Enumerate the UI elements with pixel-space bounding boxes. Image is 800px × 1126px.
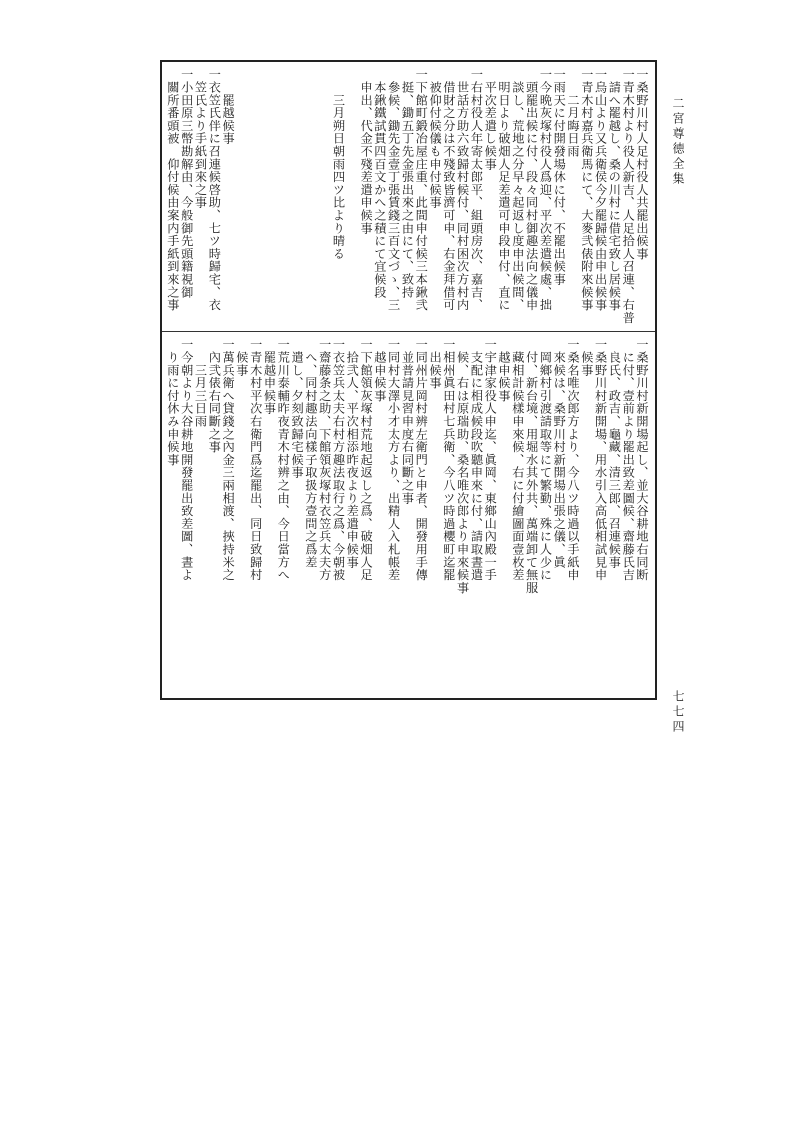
text-column: 一小田原三幣勘解由、今般御先頭籍視御: [179, 68, 194, 299]
text-column: 一相州眞田村七兵衛、今八ツ時過櫻町迄罷: [442, 338, 456, 582]
text-column: 一桑野川村人足村役人共罷出候事: [635, 68, 649, 260]
text-column: 一青木村より役人新吉、人足拾人召連、右普: [621, 68, 636, 324]
text-column: 內弐俵右同斷之事: [207, 338, 222, 454]
text-column: 三月三日雨: [193, 338, 208, 428]
text-column: へ、同村趣法向樣子取扱方壹問之爲差: [304, 338, 318, 569]
text-column: 申出、代金不殘差遣申候事: [359, 68, 374, 235]
text-column: 一今朝より大谷耕地開發罷出致差圖、晝よ: [179, 338, 194, 582]
text-column: 頭罷出候に付、段々同村御趣法向之儀申: [524, 68, 539, 312]
text-column: 請へ罷越し、桑の川村に借宅致し居候事: [607, 68, 622, 312]
text-column: 越申候事: [497, 338, 512, 402]
text-column: [318, 68, 332, 326]
text-column: 一同州片岡村辨左衛門と申者、開發用手傳: [414, 338, 429, 582]
text-column: 二月晦日雨: [566, 68, 581, 158]
text-column: 參候、鋤先金壹丁張賃錢三百文づゝ、三: [386, 68, 401, 312]
text-column: 三月朔日朝雨四ツ比より晴る: [331, 68, 346, 260]
text-column: [345, 68, 359, 326]
text-column: に付、壹前より罷出致差圖候、齋藤氏吉: [621, 338, 636, 582]
text-column: 一下館領灰塚村荒地起返し之爲、破畑人足: [359, 338, 374, 582]
text-column: 候、右は原瑞助、桑名唯次郎より申來候事: [455, 338, 470, 594]
text-column: [249, 68, 263, 326]
text-column: 一下館町鍛冶屋庄重、此間申付候三本鍬弐: [414, 68, 429, 312]
band-divider: [162, 331, 655, 332]
text-column: 岡鄉村引渡請取等にて繁勤、殊に人少に: [538, 338, 553, 582]
text-column: [235, 68, 249, 326]
text-column: 挺、鋤五丁先金張出來之由にて、致持: [400, 68, 415, 299]
text-column: 候事: [235, 338, 249, 377]
text-column: 一宇津家役人申迄、眞岡、東鄉山內殿一手: [483, 338, 498, 582]
text-column: 一右村役人年寄太郎平、組頭房次、嘉吉、: [469, 68, 484, 312]
text-frame: [160, 60, 657, 700]
text-column: 罷越候事: [221, 68, 236, 145]
text-column: 一烏山より又兵衛侯今夕罷歸候由申出候事: [593, 68, 608, 312]
text-column: 談し、荒地之分早々起返し度申出候間、: [511, 68, 525, 312]
text-column: 一齋藤条之助、下館領灰塚村衣笠兵太夫方: [317, 338, 332, 582]
text-column: 一青木村平次右衛門爲迄罷出、同日致歸村: [248, 338, 263, 582]
page-number: 七七四: [671, 690, 685, 735]
text-column: [276, 68, 290, 326]
text-column: 來候は、桑野川村新開場出張之儀、眞: [552, 338, 567, 569]
text-column: [263, 68, 277, 326]
text-column: 出候事: [428, 338, 443, 390]
text-column: 良氏、政吉、龜藏、清三郎、召連候事: [607, 338, 622, 569]
text-column: 藏相計候樣申來候、右に付繪圖面壹枚差: [511, 338, 525, 582]
text-column: 一衣笠兵太夫右村方趣法取行之爲、今朝被: [331, 338, 346, 582]
text-column: 遣し、夕刻致歸宅候事: [290, 338, 305, 479]
text-column: 世話方助六致歸村候付、同村困次方村内: [455, 68, 470, 312]
text-column: [304, 68, 318, 326]
text-column: 一衣笠氏伴に召連候啓助、七ツ時歸宅、衣: [207, 68, 222, 312]
text-column: 一萬兵衛へ貸錢之內金三兩相渡、挾持米之: [221, 338, 236, 582]
upper-text-band: [166, 68, 649, 326]
text-column: 一雨天に付開發場休に付、不罷出候事: [552, 68, 567, 286]
text-column: 一桑野川村新開場、用水引入高低相試見申: [593, 338, 608, 582]
text-column: 一桑名唯次郎方より、今八ツ時過以手紙申: [566, 338, 581, 582]
text-column: 一桑野川村新開場起し、並大谷耕地右同断: [635, 338, 649, 582]
text-column: 一青木村嘉兵衛馬にて、大麥弐俵附來候事: [580, 68, 594, 312]
text-column: 付、新台境、用堀水其外共、萬端卸て無服: [524, 338, 539, 594]
text-column: 罷越申候事: [262, 338, 277, 415]
text-column: 明日より破畑人足差遣可申段申付、直に: [497, 68, 512, 312]
text-column: 越申候事: [373, 338, 387, 402]
text-column: 本鍬鐵試貫四百文かへ之積にて宜候段: [373, 68, 387, 299]
text-column: 平次差遣し候事: [483, 68, 498, 171]
book-title: 二宮尊徳全集: [671, 97, 685, 187]
text-column: 一今晩灰塚村役人爲迎、平次差遣候處、拙: [538, 68, 553, 312]
text-column: 借財之分は不殘致皆濟可申、右金拜借可: [442, 68, 456, 312]
text-column: 笠氏より手紙到來之事: [193, 68, 208, 209]
text-column: 被仰付候儀も申付候事: [428, 68, 443, 209]
text-column: 一同村大澤小才太方より、出精人入札帳差: [386, 338, 401, 582]
text-column: [290, 68, 304, 326]
text-column: 一荒川泰輔昨夜青木村辨之由、今日當方へ: [276, 338, 291, 582]
text-column: り雨に付休み申候事: [166, 338, 180, 466]
text-column: 關所番頭被 仰付候由案内手紙到來之事: [166, 68, 180, 312]
text-column: 支配に相成候段吹聽申來に付、請取晝遣: [469, 338, 484, 582]
text-column: 拾弐人、平次相添昨夜より差遣申候事: [345, 338, 360, 569]
lower-text-band: [166, 338, 649, 694]
text-column: 並普請見習申度右同斷之事: [400, 338, 415, 505]
text-column: 候事: [580, 338, 594, 377]
